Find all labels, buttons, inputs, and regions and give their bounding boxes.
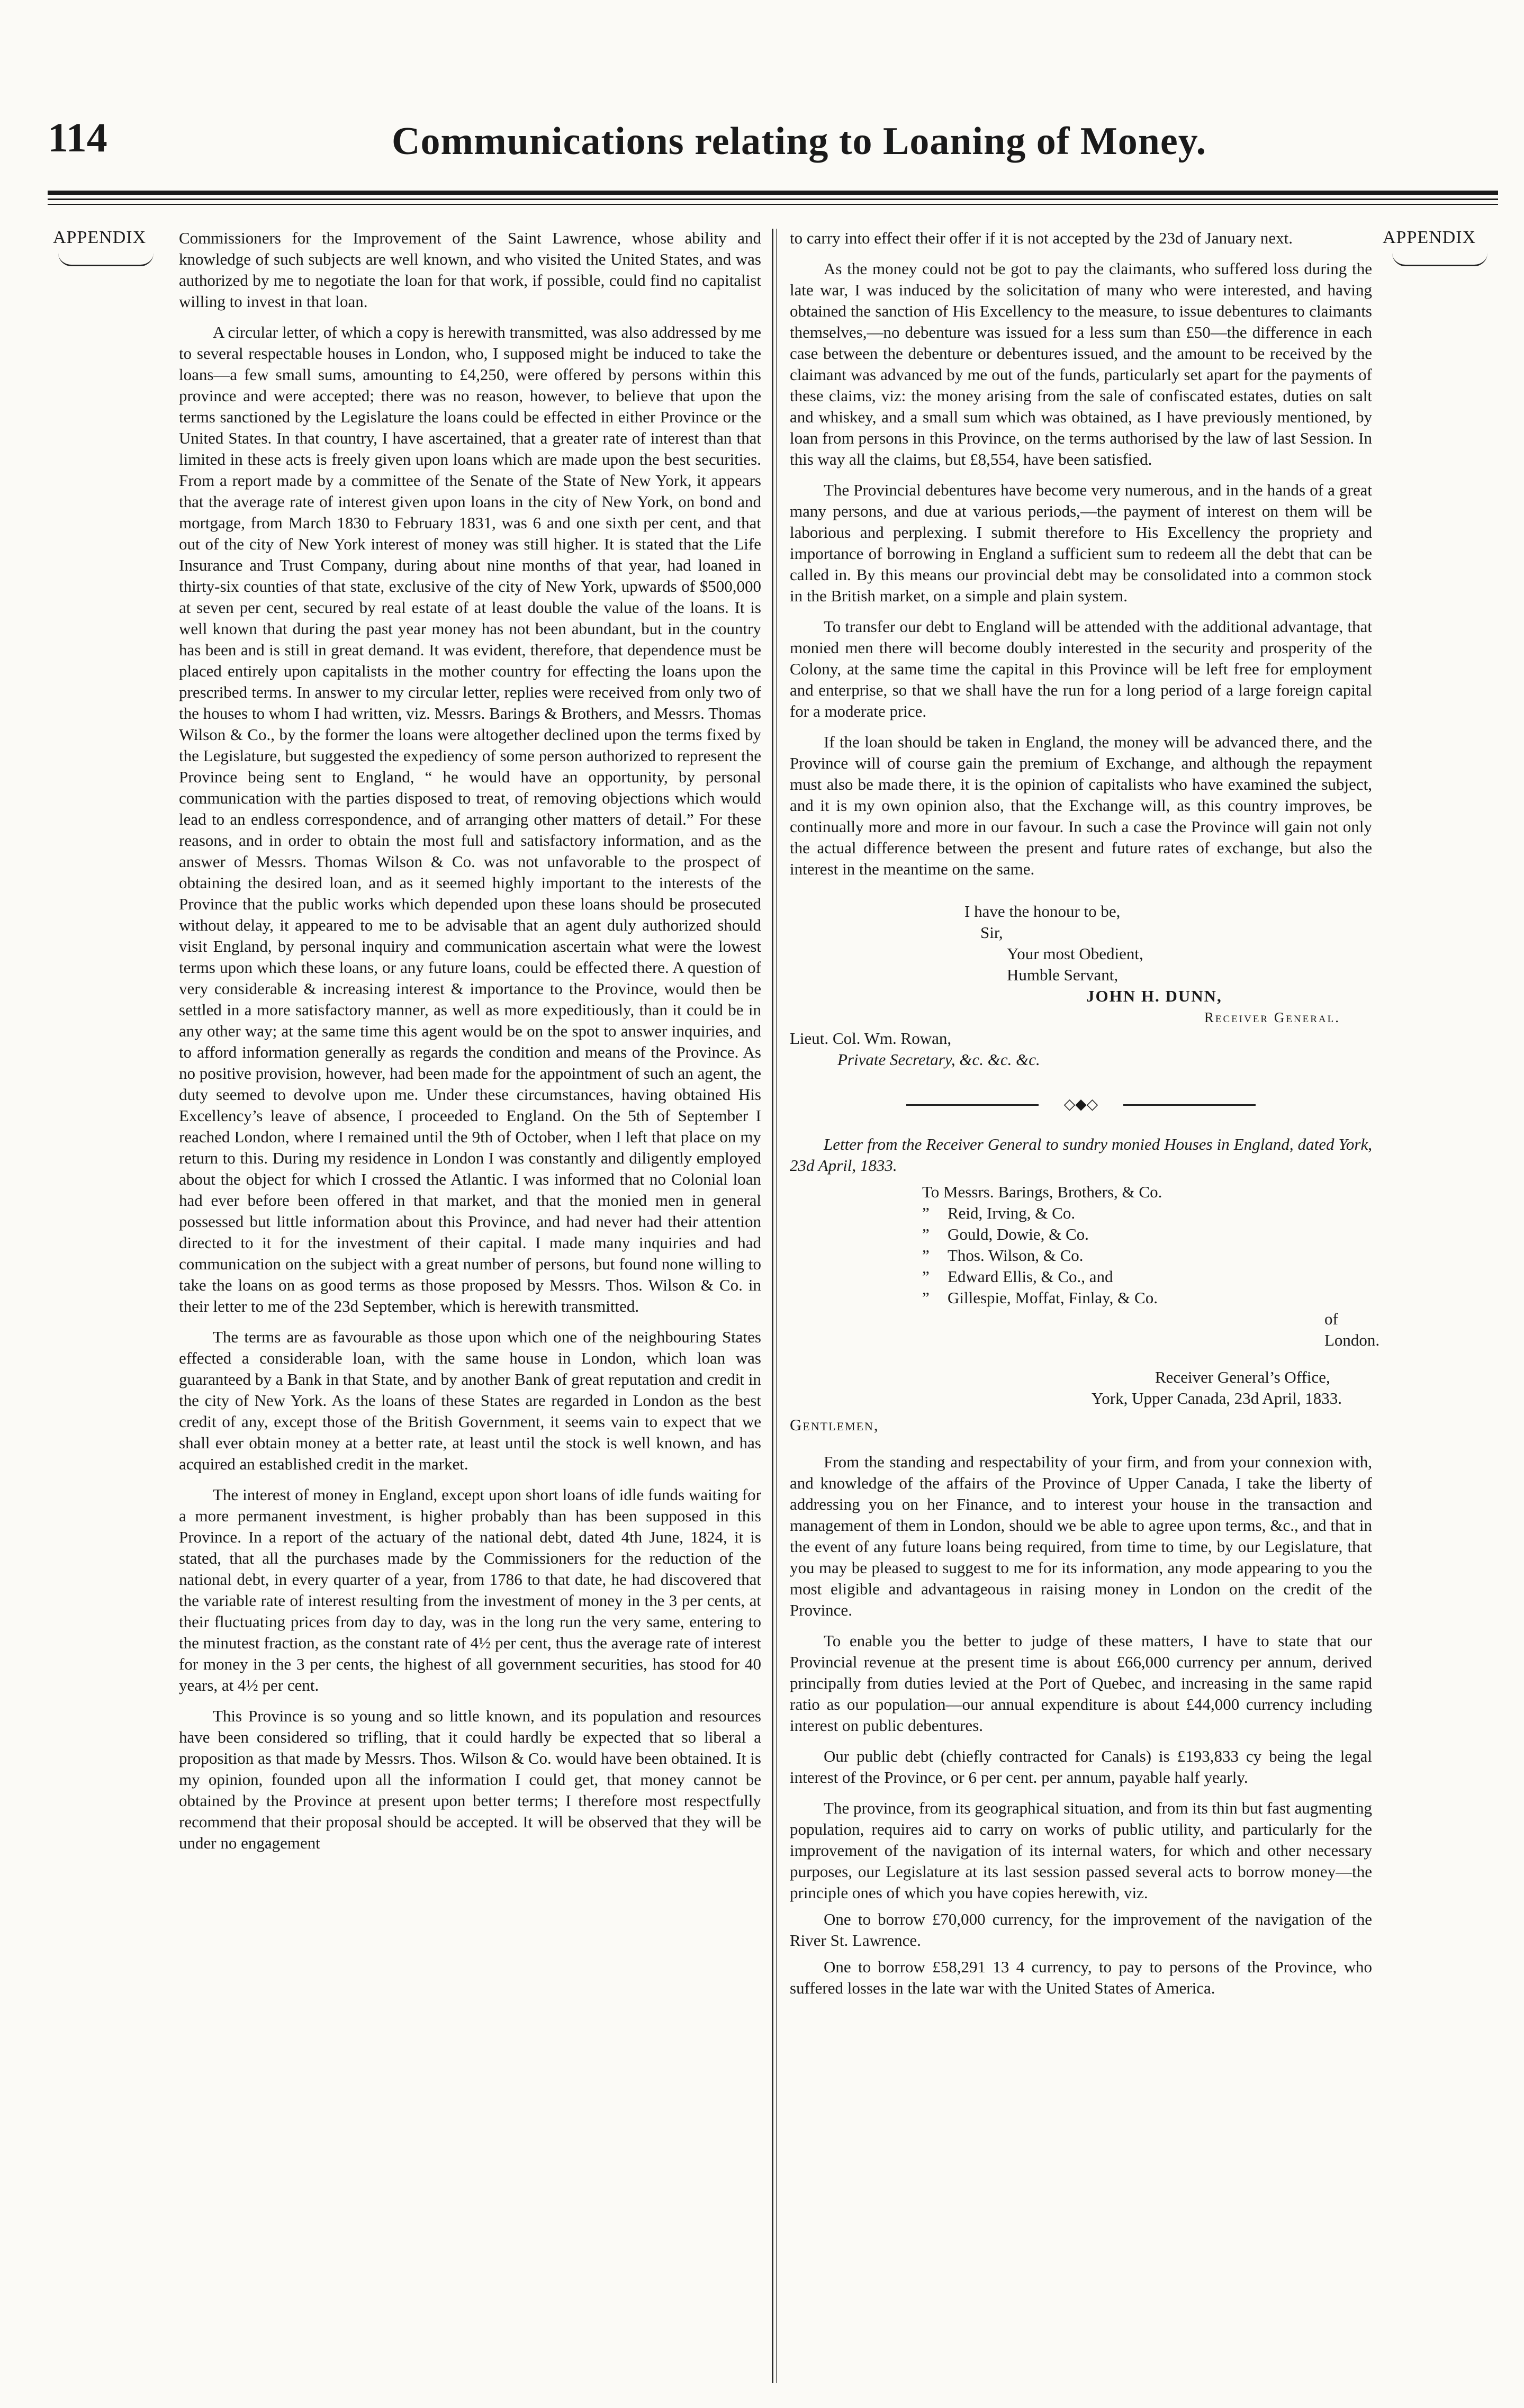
signatory-title: Receiver General. <box>1204 1009 1340 1025</box>
header-rule-mid <box>48 199 1498 200</box>
page-header <box>48 114 1498 183</box>
paragraph: The province, from its geographical situation, and from its thin but fast augmenting population, requires aid to carry on works of public utility, and particularly for the improvement of the navigation of its internal waters, for which and other necessary purposes, our Legislature at its last session passed several acts to borrow money—the principle ones of which you have copies herewith, viz. <box>790 1799 1372 1902</box>
paragraph: The interest of money in England, except upon short loans of idle funds waiting for a more permanent investment, is higher probably than has been supposed in this Province. In a report of the actuary of the national debt, dated 4th June, 1824, it is stated, that all the purchases made by the Commissioners for the reduction of the national debt, in every quarter of a year, from 1786 to that date, he had discovered that the variable rate of interest resulting from the investment of money in the 3 per cents, at their fluctuating prices from day to day, was in the long run the very same, entering to the minutest fraction, as the constant rate of 4½ per cent, thus the average rate of interest for money in the 3 per cents, the highest of all government securities, has stood for 40 years, at 4½ per cent. <box>179 1485 761 1694</box>
paragraph: The terms are as favourable as those upon which one of the neighbouring States effected a considerable loan, with the same house in London, which loan was guaranteed by a Bank in that State, and by another Bank of great reputation and credit in the city of New York. As the loans of these States are regarded in London as the best credit of any, except those of the British Government, it seems vain to expect that we shall ever obtain money at a better rate, at least until the stock is well known, and has acquired an established credit in the market. <box>179 1328 761 1473</box>
paragraph: From the standing and respectability of your firm, and from your connexion with, and knowledge of the affairs of the Province of Upper Canada, I take the liberty of addressing you on her Finance, and to interest your house in the transaction and management of them in London, should we be able to agree upon terms, &c., and that in the event of any future loans being required, from time to time, by our Legislature, that you may be pleased to suggest to me for its information, any mode appearing to you the most eligible and advantageous in raising money in London on the credit of the Province. <box>790 1453 1372 1619</box>
secretary-name: Lieut. Col. Wm. Rowan, <box>790 1029 952 1048</box>
addressee-list <box>790 1182 1380 1351</box>
addressee-name: Edward Ellis, & Co., and <box>948 1267 1113 1286</box>
header-rule-thin <box>48 204 1498 205</box>
header-rule-thick <box>48 191 1498 195</box>
margin-label-right: APPENDIX <box>1383 228 1476 247</box>
section-ornament <box>906 1097 1256 1113</box>
ornament-line <box>1123 1104 1256 1106</box>
closing-line: Sir, <box>980 923 1003 942</box>
addressee <box>922 1203 1372 1224</box>
signature-block <box>790 901 1372 1070</box>
margin-label-left: APPENDIX <box>53 228 147 247</box>
addressee <box>922 1245 1372 1266</box>
ditto-mark: ” <box>922 1225 930 1243</box>
addressee: To Messrs. Barings, Brothers, & Co. <box>922 1183 1162 1201</box>
paragraph: One to borrow £58,291 13 4 currency, to pay to persons of the Province, who suffered losses in the late war with the United States of America. <box>790 1958 1372 1997</box>
addressee-name: Gould, Dowie, & Co. <box>948 1225 1089 1243</box>
paragraph: This Province is so young and so little known, and its population and resources have been considered so trifling, that it could hardly be expected that so liberal a proposition as that made by Messrs. Thos. Wilson & Co. would have been obtained. It is my opinion, founded upon all the information I could get, that money cannot be obtained by the Province at present upon better terms; I therefore most respectfully recommend that their proposal should be accepted. It will be observed that they will be under no engagement <box>179 1707 761 1852</box>
paragraph: to carry into effect their offer if it is not accepted by the 23d of January next. <box>790 229 1293 247</box>
closing-line: I have the honour to be, <box>964 902 1121 921</box>
secretary-role: Private Secretary, &c. &c. &c. <box>837 1050 1040 1069</box>
paragraph: A circular letter, of which a copy is herewith transmitted, was also addressed by me to several respectable houses in London, who, I supposed might be induced to take the loans—a few small sums, amounting to £4,250, were offered by persons within this province and were accepted; there was no reason, however, to believe that upon the terms sanctioned by the Legislature the loans could be effected in either Province or the United States. In that country, I have ascertained, that a greater rate of interest than that limited in these acts is freely given upon loans which are made upon the best securities. From a report made by a committee of the Senate of the State of New York, it appears that the average rate of interest given upon loans in the city of New York, on bond and mortgage, from March 1830 to February 1831, was 6 and one sixth per cent, and that out of the city of New York interest of money was still higher. It is stated that the Life Insurance and Trust Company, during about nine months of that year, had loaned in thirty-six counties of that state, exclusive of the city of New York, upwards of $500,000 at seven per cent, secured by real estate of at least double the value of the loans. It is well known that during the past year money has not been abundant, but in the country has been and is still in great demand. It was evident, therefore, that dependence must be placed entirely upon capitalists in the mother country for effecting the loans upon the prescribed terms. In answer to my circular letter, replies were received from only two of the houses to whom I had written, viz. Messrs. Barings & Brothers, and Messrs. Thomas Wilson & Co., by the former the loans were altogether declined upon the terms fixed by the Legislature, but suggested the expediency of some person authorized to represent the Province being sent to England, “ he would have an opportunity, by personal communication with the parties disposed to treat, of removing objections which would lead to an endless correspondence, and of arranging other matters of detail.” For these reasons, and in order to obtain the most full and satisfactory information, and as the answer of Messrs. Thomas Wilson & Co. was not unfavorable to the prospect of obtaining the desired loan, and as it seemed highly important to the interests of the Province that the public works which depended upon these loans should be prosecuted without delay, it appeared to me to be advisable that an agent duly authorized should visit England, by personal inquiry and communication ascertain what were the lowest terms upon which these loans, or any future loans, could be effected there. A question of very considerable & increasing interest & importance to the Province, would then be settled in a more satisfactory manner, as well as more expeditiously, than it could be in any other way; at the same time this agent would be on the spot to answer inquiries, and to afford information generally as regards the condition and means of the Province. As no positive provision, however, had been made for the appointment of such an agent, the duty seemed to devolve upon me. Under these circumstances, having obtained His Excellency’s leave of absence, I proceeded to England. On the 5th of September I reached London, where I remained until the 9th of October, when I left that place on my return to this. During my residence in London I was constantly and diligently employed about the object for which I crossed the Atlantic. I was informed that no Colonial loan had ever before been offered in that market, and that the monied men in general possessed but little information about this Province, and had never had their attention directed to it for the investment of their capital. I made many inquiries and had communication on the subject with a great number of persons, but found none willing to take the loans on as good terms as those proposed by Messrs. Thos. Wilson & Co. in their letter to me of the 23d September, which is herewith transmitted. <box>179 323 761 1315</box>
left-column <box>179 228 761 1859</box>
running-title: Communications relating to Loaning of Money. <box>392 120 1207 163</box>
office-date: York, Upper Canada, 23d April, 1833. <box>1092 1389 1342 1408</box>
paragraph: The Provincial debentures have become very numerous, and in the hands of a great many persons, and due at various periods,—the payment of interest on them will be laborious and perplexing. I submit therefore to His Excellency the propriety and importance of borrowing in England a sufficient sum to redeem all the debt that can be called in. By this means our provincial debt may be consolidated into a common stock in the British market, on a simple and plain system. <box>790 481 1372 605</box>
ditto-mark: ” <box>922 1204 930 1222</box>
ditto-mark: ” <box>922 1246 930 1265</box>
ditto-mark: ” <box>922 1267 930 1286</box>
salutation: Gentlemen, <box>790 1415 879 1434</box>
addressee <box>922 1224 1372 1245</box>
page-number: 114 <box>48 114 107 160</box>
column-divider <box>772 229 773 2383</box>
paragraph: To enable you the better to judge of these matters, I have to state that our Provincial revenue at the present time is about £66,000 currency per annum, derived principally from duties levied at the Port of Quebec, and increasing in the same rapid ratio as our population—our annual expenditure is about £44,000 currency including interest on public debentures. <box>790 1631 1372 1735</box>
paragraph: Commissioners for the Improvement of the Saint Lawrence, whose ability and knowledge of such subjects are well known, and who visited the United States, and was authorized by me to negotiate the loan for that work, if possible, could find no capitalist willing to invest in that loan. <box>179 229 761 311</box>
office-dateline <box>790 1367 1372 1409</box>
paragraph: As the money could not be got to pay the claimants, who suffered loss during the late war, I was induced by the solicitation of many who were interested, and having obtained the sanction of His Excellency to the measure, to issue debentures to claimants themselves,—no debenture was issued for a less sum than £50—the difference in each case between the debenture or debentures issued, and the amount to be received by the claimant was advanced by me out of the funds, particularly set apart for the payments of these claims, viz: the money arising from the sale of confiscated estates, duties on salt and whiskey, and a small sum which was obtained, as I have previously mentioned, by loan from persons in this Province, on the terms authorised by the law of last Session. In this way all the claims, but £8,554, have been satisfied. <box>790 259 1372 468</box>
column-divider-thin <box>776 229 777 2383</box>
right-column <box>790 228 1380 2004</box>
addressee-name: Reid, Irving, & Co. <box>948 1204 1076 1222</box>
addressee <box>922 1287 1372 1309</box>
signatory-name: JOHN H. DUNN, <box>1086 987 1222 1005</box>
closing-line: Humble Servant, <box>1007 966 1119 984</box>
paragraph: If the loan should be taken in England, the money will be advanced there, and the Province will of course gain the premium of Exchange, and although the repayment must also be made there, it is the opinion of capitalists who have examined the subject, and it is my own opinion also, that the Exchange will, as this country improves, be continually more and more in our favour. In such a case the Province will gain not only the actual difference between the present and future rates of exchange, but also the interest in the meantime on the same. <box>790 733 1372 878</box>
paragraph: One to borrow £70,000 currency, for the improvement of the navigation of the River St. Lawrence. <box>790 1910 1372 1950</box>
brace-left-icon <box>58 253 154 266</box>
paragraph: Our public debt (chiefly contracted for Canals) is £193,833 cy being the legal interest of the Province, or 6 per cent. per annum, payable half yearly. <box>790 1747 1372 1787</box>
paragraph: To transfer our debt to England will be attended with the additional advantage, that monied men there will become doubly interested in the security and prosperity of the Colony, at the same time the capital in this Province will be left free for employment and enterprise, so that we shall have the run for a long period of a large foreign capital for a moderate price. <box>790 617 1372 720</box>
office-name: Receiver General’s Office, <box>1155 1368 1330 1386</box>
addressee-location: of London. <box>1324 1310 1380 1349</box>
ornament-diamond-icon: ◇◆◇ <box>1063 1096 1098 1113</box>
closing-line: Your most Obedient, <box>1007 944 1143 963</box>
ornament-line <box>906 1104 1039 1106</box>
addressee-name: Gillespie, Moffat, Finlay, & Co. <box>948 1288 1158 1307</box>
letter-heading: Letter from the Receiver General to sundry monied Houses in England, dated York, 23d April, 1833. <box>790 1135 1372 1175</box>
ditto-mark: ” <box>922 1288 930 1307</box>
brace-right-icon <box>1392 253 1487 266</box>
addressee-name: Thos. Wilson, & Co. <box>948 1246 1084 1265</box>
addressee <box>922 1266 1372 1287</box>
